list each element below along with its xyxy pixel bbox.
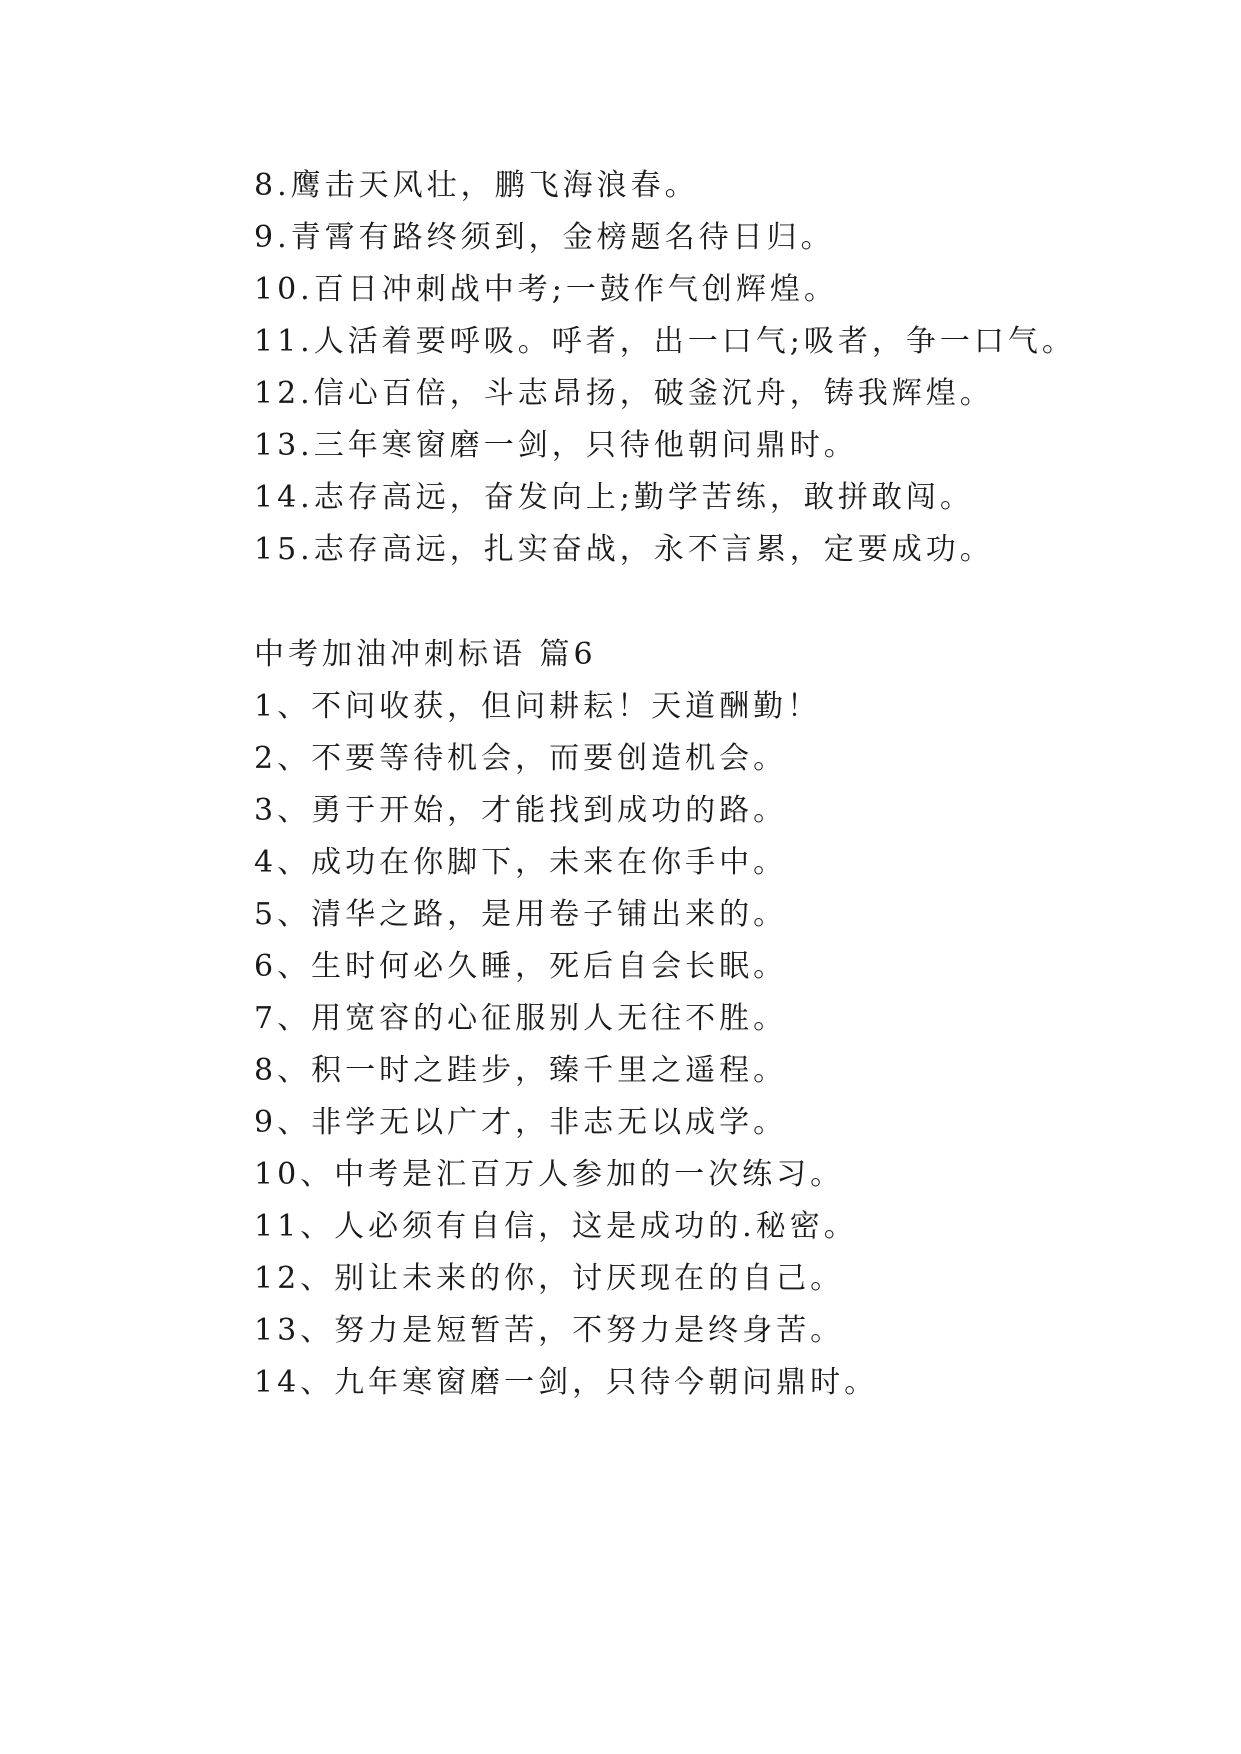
slogan-line: 14、九年寒窗磨一剑，只待今朝问鼎时。 [254,1365,879,1400]
section-heading: 中考加油冲刺标语 篇6 [254,637,597,672]
slogan-line: 9.青霄有路终须到，金榜题名待日归。 [254,220,835,255]
slogan-line: 10、中考是汇百万人参加的一次练习。 [254,1157,845,1192]
slogan-line: 5、清华之路，是用卷子铺出来的。 [254,897,788,932]
slogan-line: 13、努力是短暂苦，不努力是终身苦。 [254,1313,845,1348]
slogan-line: 14.志存高远，奋发向上;勤学苦练，敢拼敢闯。 [254,480,974,515]
slogan-line: 7、用宽容的心征服别人无往不胜。 [254,1001,788,1036]
slogan-line: 8.鹰击天风壮，鹏飞海浪春。 [254,168,699,203]
slogan-line: 10.百日冲刺战中考;一鼓作气创辉煌。 [254,272,838,307]
slogan-line: 12、别让未来的你，讨厌现在的自己。 [254,1261,845,1296]
slogan-line: 15.志存高远，扎实奋战，永不言累，定要成功。 [254,532,994,567]
slogan-line: 12.信心百倍，斗志昂扬，破釜沉舟，铸我辉煌。 [254,376,994,411]
slogan-line: 13.三年寒窗磨一剑，只待他朝问鼎时。 [254,428,858,463]
slogan-line: 1、不问收获，但问耕耘！天道酬勤！ [254,689,822,724]
slogan-line: 2、不要等待机会，而要创造机会。 [254,741,788,776]
slogan-line: 8、积一时之跬步，臻千里之遥程。 [254,1053,788,1088]
slogan-line: 6、生时何必久睡，死后自会长眠。 [254,949,788,984]
slogan-line: 9、非学无以广才，非志无以成学。 [254,1105,788,1140]
slogan-line: 4、成功在你脚下，未来在你手中。 [254,845,788,880]
slogan-line: 11、人必须有自信，这是成功的.秘密。 [254,1209,858,1244]
slogan-line: 3、勇于开始，才能找到成功的路。 [254,793,788,828]
slogan-line: 11.人活着要呼吸。呼者，出一口气;吸者，争一口气。 [254,324,1076,359]
